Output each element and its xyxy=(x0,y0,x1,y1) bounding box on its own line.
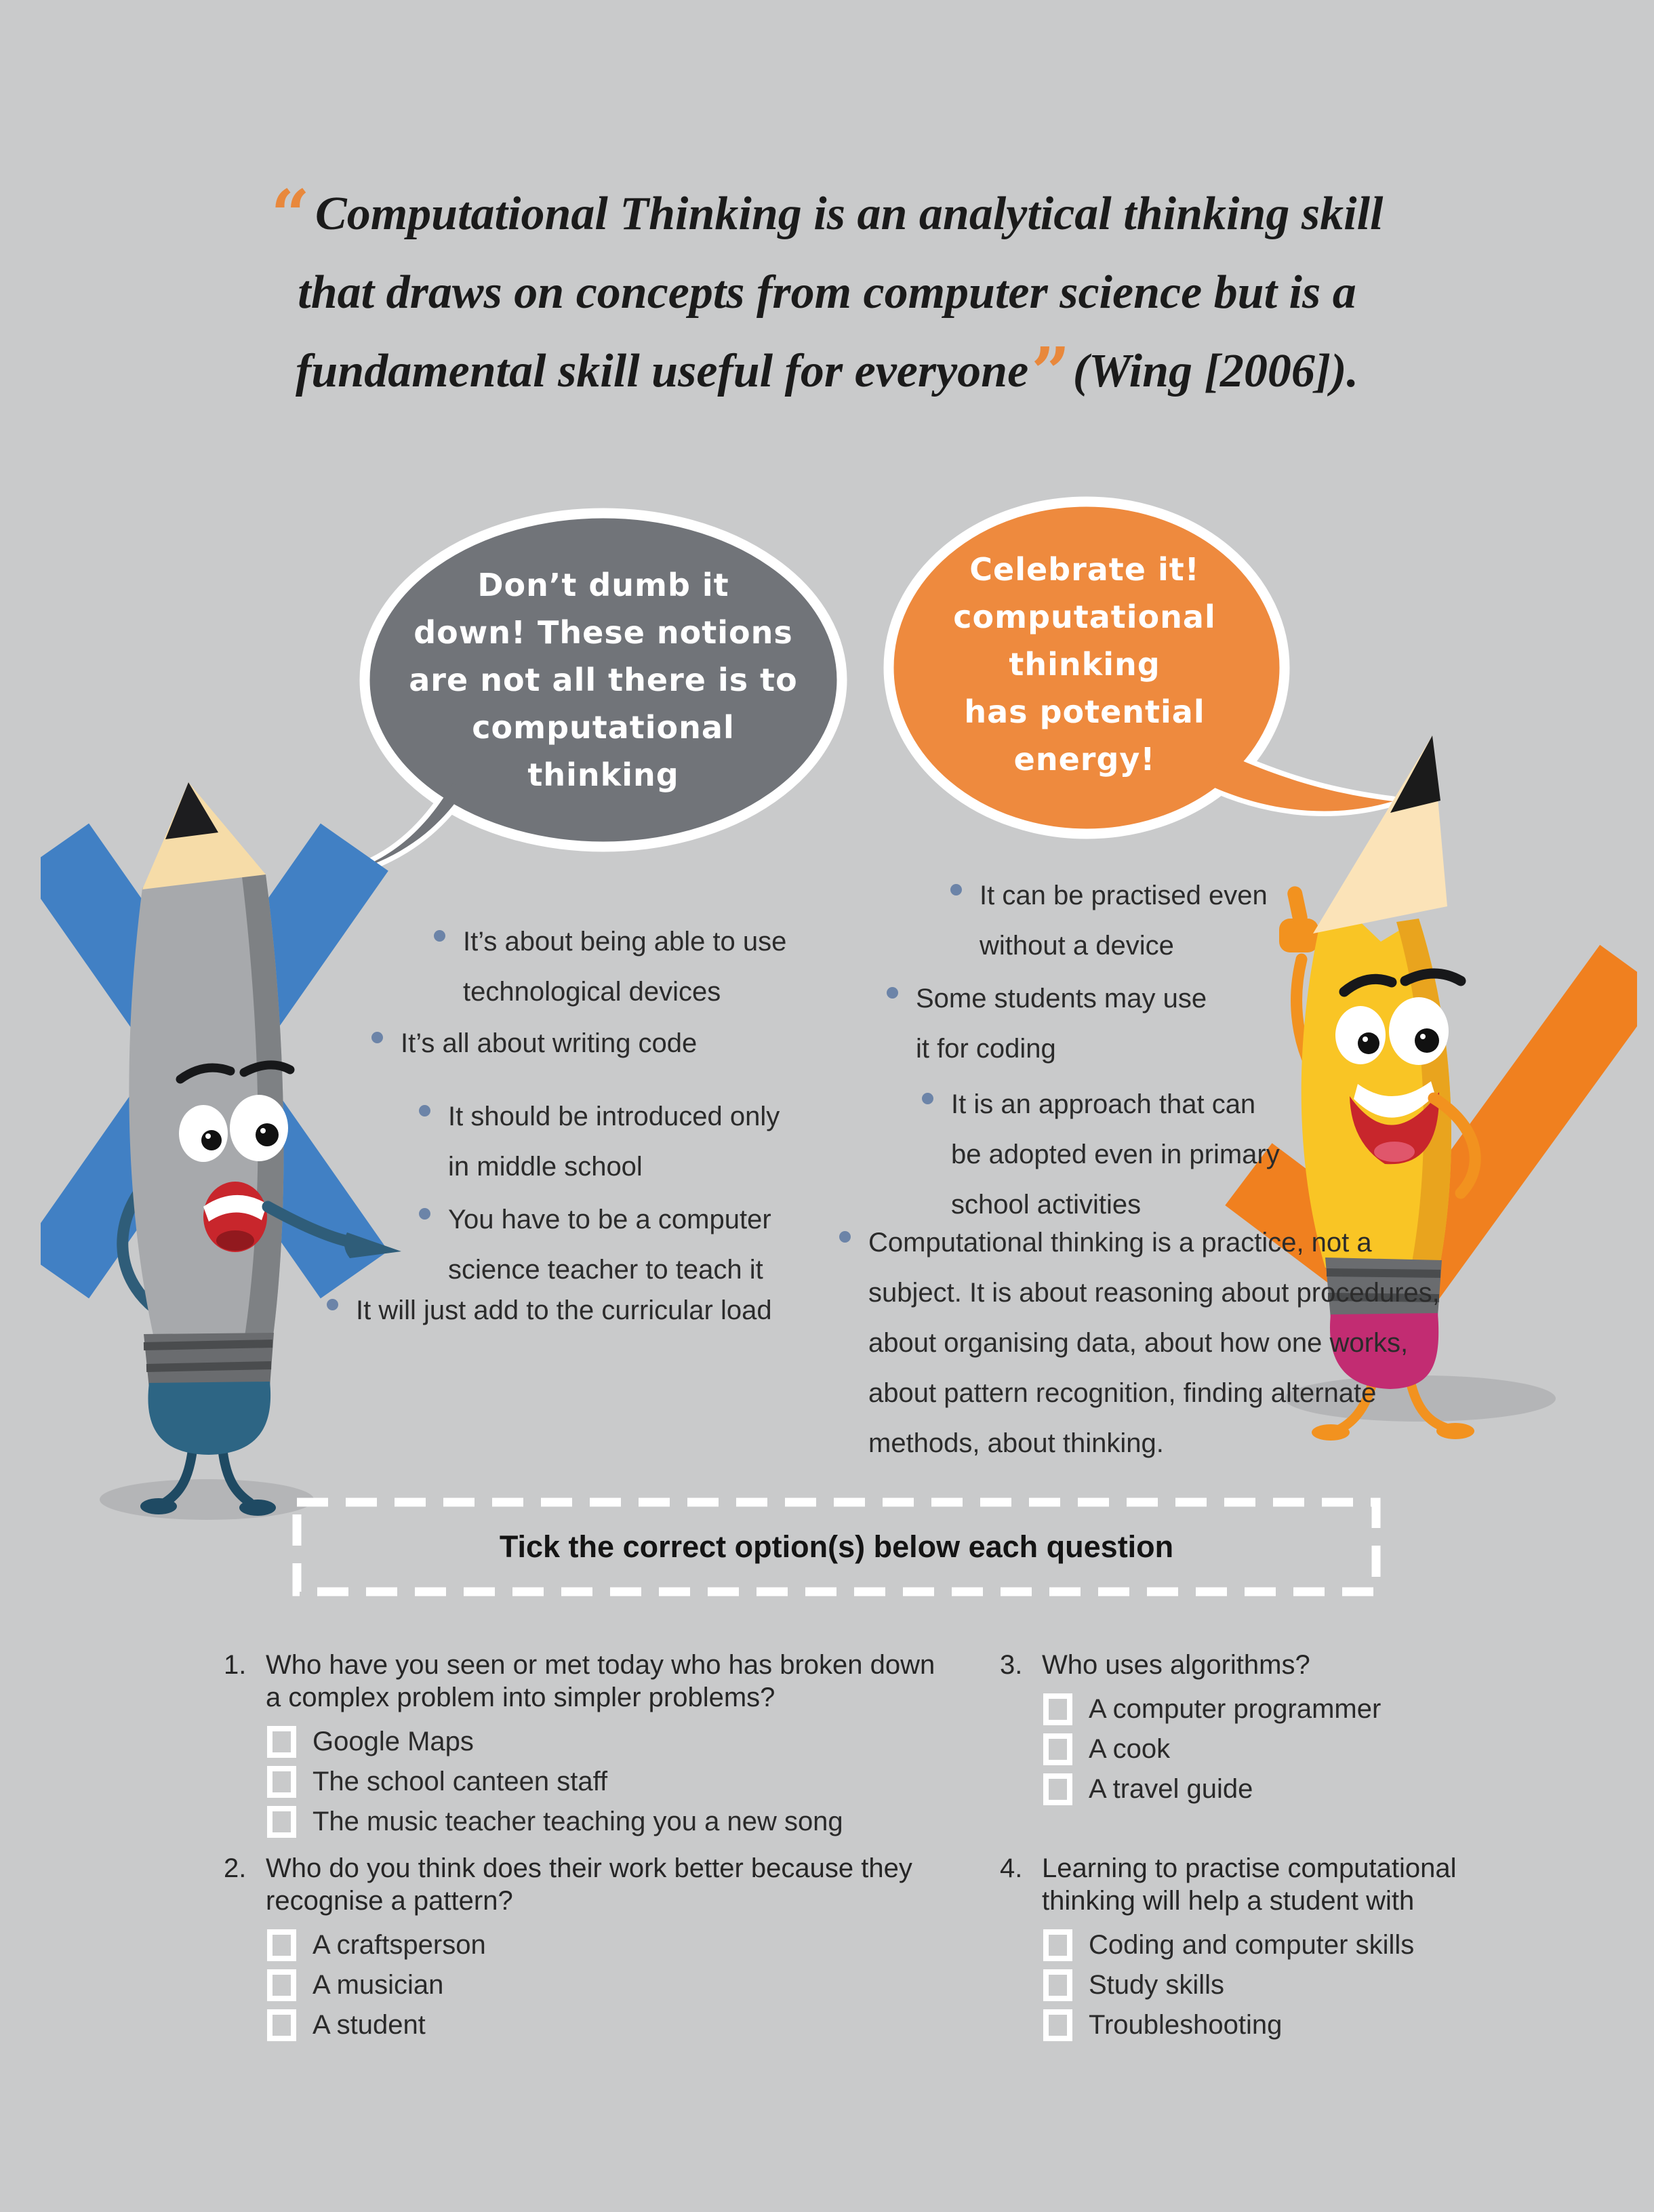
close-quote-mark: ” xyxy=(1031,332,1070,412)
bullet-dot-icon xyxy=(327,1299,338,1310)
question-number: 3. xyxy=(1000,1650,1023,1680)
option-row: Coding and computer skills xyxy=(1043,1928,1644,1962)
quote-citation: (Wing [2006]). xyxy=(1072,345,1358,397)
bullet-dot-icon xyxy=(887,987,898,999)
checkbox[interactable] xyxy=(1043,1733,1072,1765)
option-row: A computer programmer xyxy=(1043,1692,1644,1726)
checkbox[interactable] xyxy=(267,1766,296,1798)
instruction-label: Tick the correct option(s) below each question xyxy=(499,1529,1174,1564)
orange-bubble-text: Celebrate it! computational thinking has potential energy! xyxy=(953,551,1216,778)
question-1: 1. Who have you seen or met today who has broken down a complex problem into simpler problems? Google Maps The school canteen staff The music teacher teaching you a new song xyxy=(224,1649,990,1845)
bullet-dot-icon xyxy=(419,1105,430,1117)
fact-bullet-3: It is an approach that can be adopted even in primary school activities xyxy=(922,1079,1280,1230)
option-row: A travel guide xyxy=(1043,1772,1644,1806)
quote-line: “ Computational Thinking is an analytical thinking skill xyxy=(270,175,1384,255)
checkbox[interactable] xyxy=(267,2009,296,2041)
question-number: 4. xyxy=(1000,1853,1023,1883)
checkbox[interactable] xyxy=(267,1806,296,1838)
quote-block xyxy=(81,175,1573,411)
shadow xyxy=(100,1479,314,1520)
checkbox[interactable] xyxy=(1043,2009,1072,2041)
checkbox[interactable] xyxy=(267,1969,296,2001)
option-row: Study skills xyxy=(1043,1968,1644,2002)
bullet-dot-icon xyxy=(922,1093,933,1104)
checkbox[interactable] xyxy=(1043,1693,1072,1725)
option-row: Troubleshooting xyxy=(1043,2008,1644,2042)
bullet-dot-icon xyxy=(434,930,445,942)
myth-bullet-1: It’s about being able to use technological devices xyxy=(434,917,786,1017)
myth-bullet-2: It’s all about writing code xyxy=(371,1018,697,1068)
gray-bubble-text: Don’t dumb it down! These notions are not all there is to computational thinking xyxy=(409,567,798,793)
open-quote-mark: “ xyxy=(270,175,310,255)
question-3: 3. Who uses algorithms? A computer programmer A cook A travel guide xyxy=(1000,1649,1644,1812)
bullet-dot-icon xyxy=(419,1208,430,1220)
checkbox[interactable] xyxy=(267,1726,296,1758)
fact-bullet-4: Computational thinking is a practice, not a subject. It is about reasoning about procedures, about organising data, about how one works, about pattern recognition, finding alternate methods, about thinking. xyxy=(839,1218,1440,1468)
question-2: 2. Who do you think does their work better because they recognise a pattern? A craftsperson A musician A student xyxy=(224,1852,990,2048)
option-row: The school canteen staff xyxy=(267,1765,990,1798)
instruction-box xyxy=(291,1497,1381,1597)
option-row: A student xyxy=(267,2008,990,2042)
question-number: 2. xyxy=(224,1853,247,1883)
bullet-dot-icon xyxy=(371,1032,383,1043)
option-row: Google Maps xyxy=(267,1725,990,1758)
quote-line: fundamental skill useful for everyone”(Wing [2006]). xyxy=(296,332,1358,412)
question-number: 1. xyxy=(224,1650,247,1680)
myth-bullet-3: It should be introduced only in middle school xyxy=(419,1091,780,1192)
fact-bullet-1: It can be practised even without a device xyxy=(950,870,1268,971)
quote-line: that draws on concepts from computer science but is a xyxy=(298,266,1356,319)
bullet-dot-icon xyxy=(839,1231,851,1243)
gray-pencil-character xyxy=(41,773,434,1532)
bullet-dot-icon xyxy=(950,884,962,896)
option-row: The music teacher teaching you a new song xyxy=(267,1805,990,1838)
checkbox[interactable] xyxy=(267,1929,296,1961)
thumbs-up-hand xyxy=(1279,885,1318,952)
myth-bullet-5: It will just add to the curricular load xyxy=(327,1285,772,1335)
fact-bullet-2: Some students may use it for coding xyxy=(887,973,1207,1074)
question-4: 4. Learning to practise computational thinking will help a student with Coding and computer skills Study skills Troubleshooting xyxy=(1000,1852,1644,2048)
myth-bullet-4: You have to be a computer science teacher to teach it xyxy=(419,1194,771,1295)
checkbox[interactable] xyxy=(1043,1929,1072,1961)
option-row: A craftsperson xyxy=(267,1928,990,1962)
checkbox[interactable] xyxy=(1043,1969,1072,2001)
option-row: A musician xyxy=(267,1968,990,2002)
checkbox[interactable] xyxy=(1043,1773,1072,1805)
option-row: A cook xyxy=(1043,1732,1644,1766)
